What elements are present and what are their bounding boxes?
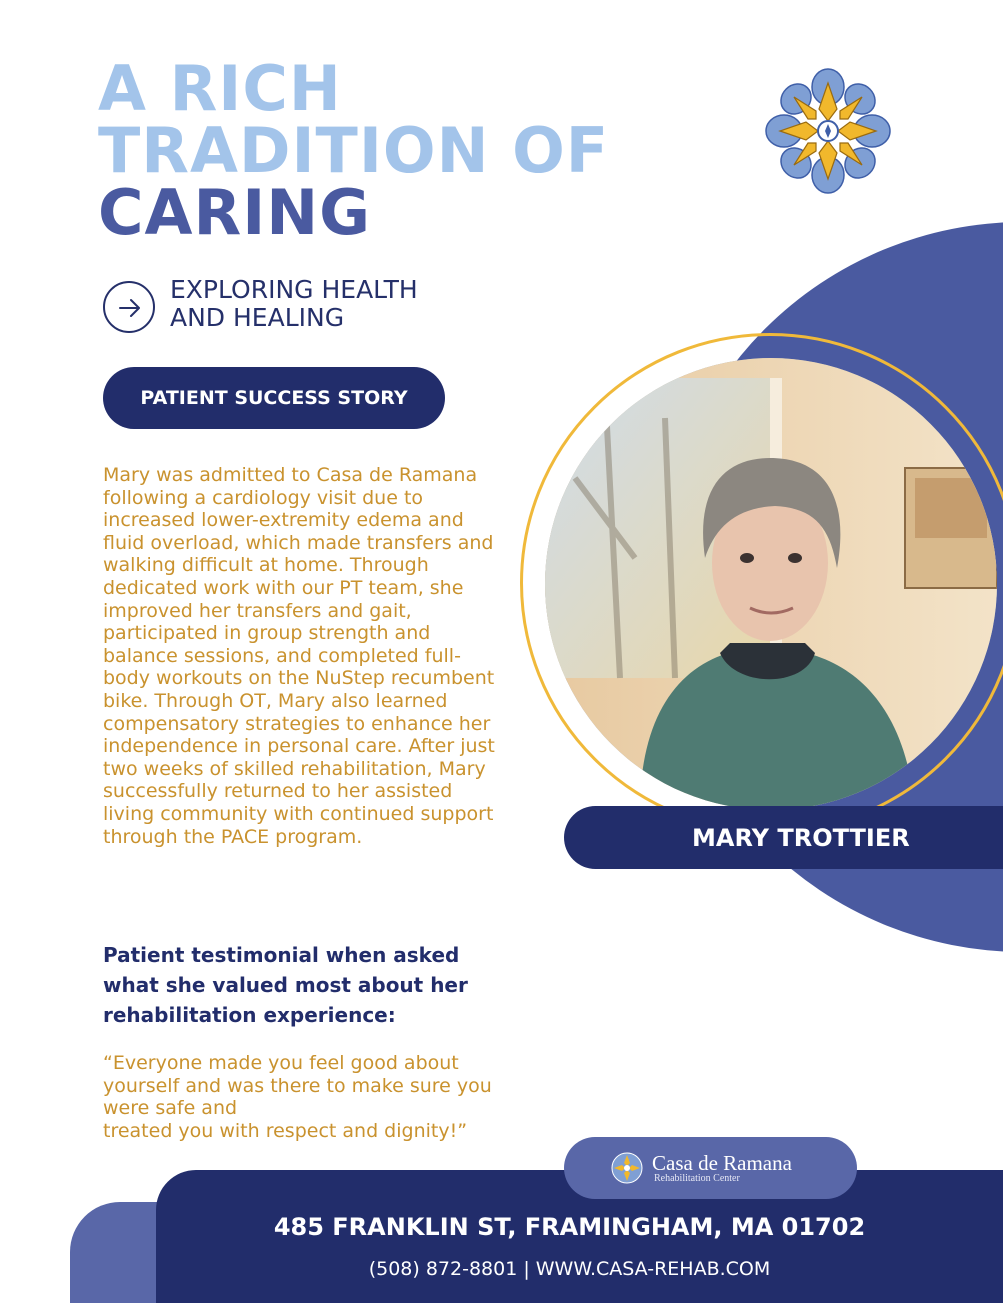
subtitle-line-1: EXPLORING HEALTH xyxy=(170,275,418,304)
title-line-2: TRADITION OF xyxy=(98,114,610,187)
patient-success-story-badge: PATIENT SUCCESS STORY xyxy=(103,367,445,429)
title-line-3: CARING xyxy=(98,176,372,249)
testimonial-question: Patient testimonial when asked what she valued most about her rehabilitation experience: xyxy=(103,943,468,1027)
patient-portrait-illustration xyxy=(545,358,997,810)
page-title xyxy=(98,52,610,249)
brand-tagline: Rehabilitation Center xyxy=(654,1173,740,1184)
brand-logo-pill xyxy=(564,1137,857,1199)
subtitle-line-2: AND HEALING xyxy=(170,303,345,332)
subtitle xyxy=(170,276,490,332)
medallion-logo-icon xyxy=(610,1151,644,1185)
title-line-1: A RICH xyxy=(98,52,342,125)
footer-address: 485 FRANKLIN ST, FRAMINGHAM, MA 01702 xyxy=(273,1213,866,1241)
medallion-logo-icon xyxy=(763,66,893,196)
footer-contact: (508) 872-8801 | WWW.CASA-REHAB.COM xyxy=(368,1258,771,1280)
story-paragraph: Mary was admitted to Casa de Ramana following a cardiology visit due to increased lower-extremity edema and fluid overload, which made transfers and walking difficult at home. Through dedicated work with our PT team, she improved her transfers and gait, participated in group strength and balance sessions, and completed full-body workouts on the NuStep recumbent bike. Through OT, Mary also learned compensatory strategies to enhance her independence in personal care. After just two weeks of skilled rehabilitation, Mary successfully returned to her assisted living community with continued support through the PACE program. xyxy=(103,464,495,848)
testimonial-quote xyxy=(103,1052,523,1142)
arrow-right-circle-icon xyxy=(103,281,155,333)
quote-line-1: “Everyone made you feel good about yourself and was there to make sure you were safe and xyxy=(103,1052,492,1120)
patient-photo xyxy=(545,358,997,810)
brand-name: Casa de Ramana xyxy=(652,1151,792,1175)
quote-line-2: treated you with respect and dignity!” xyxy=(103,1119,468,1142)
patient-name-bar: MARY TROTTIER xyxy=(564,806,1003,869)
